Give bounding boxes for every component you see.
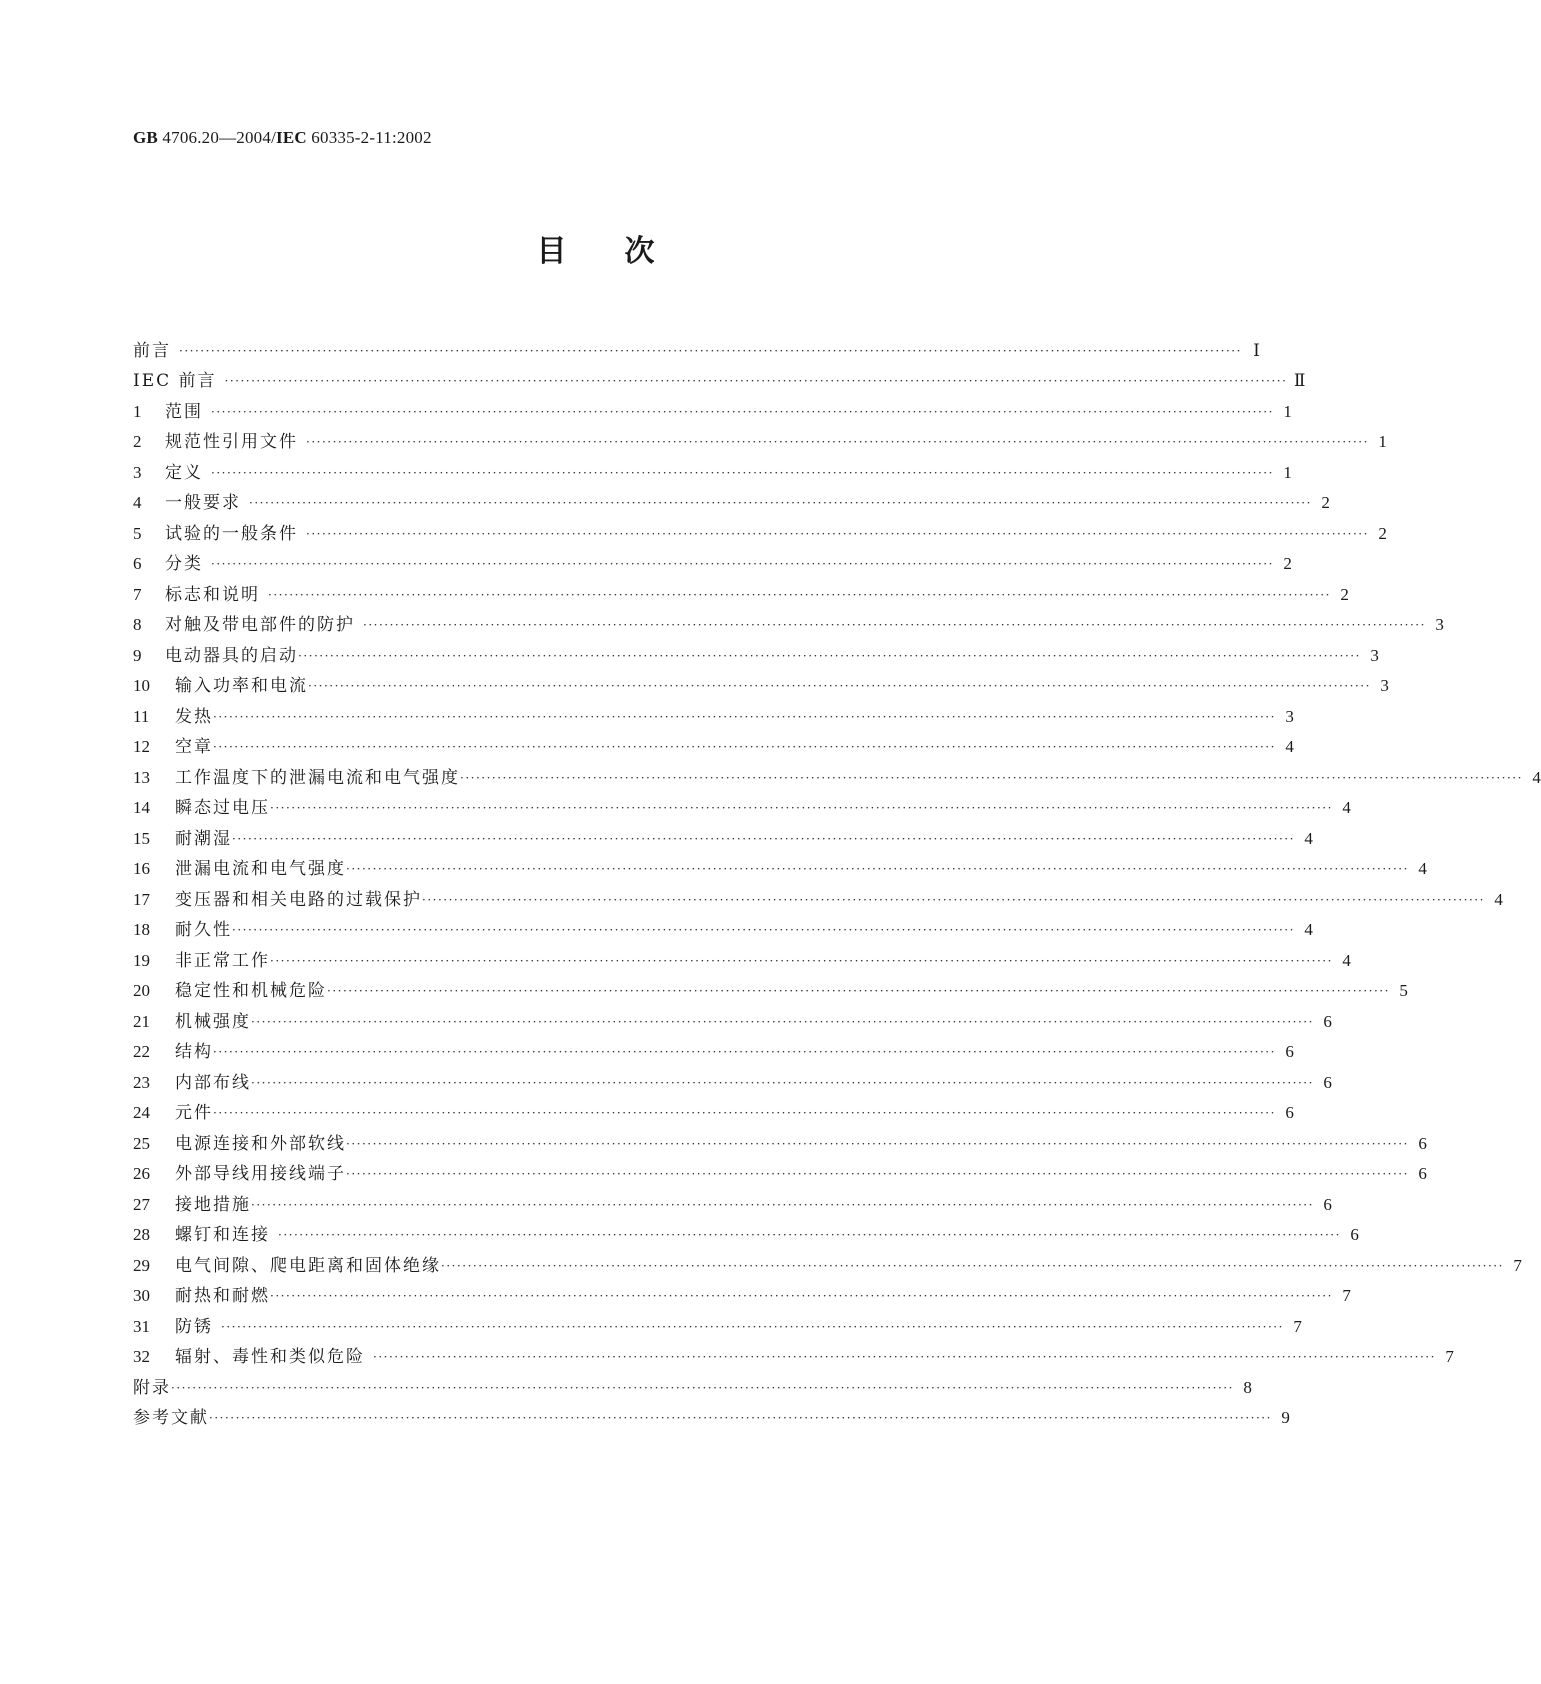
toc-leader-dots: ········································································································································································································	[278, 1228, 1341, 1242]
toc-entry-page: 9	[1281, 1408, 1290, 1427]
toc-entry-number: 31	[133, 1316, 150, 1336]
toc-entry-label: 发热	[175, 706, 213, 727]
toc-leader-dots: ········································································································································································································	[308, 679, 1371, 693]
toc-entry-label: 瞬态过电压	[175, 798, 270, 818]
toc-entry[interactable]	[133, 605, 1444, 636]
toc-entry[interactable]	[133, 635, 1379, 666]
toc-leader-dots: ········································································································································································································	[268, 587, 1331, 602]
toc-entry-label: 参考文献	[133, 1408, 209, 1428]
toc-entry-page: 4	[1418, 859, 1427, 878]
toc-entry-page: 6	[1285, 1042, 1294, 1061]
toc-entry-number: 4	[133, 493, 142, 512]
toc-entry-page: 4	[1342, 798, 1351, 817]
toc-entry-label: 试验的一般条件	[165, 523, 298, 544]
toc-entry-number: 6	[133, 554, 142, 573]
toc-leader-dots: ········································································································································································································	[249, 496, 1312, 510]
toc-leader-dots: ········································································································································································································	[209, 1411, 1272, 1425]
toc-leader-dots: ········································································································································································································	[441, 1258, 1504, 1273]
toc-entry[interactable]	[133, 1062, 1332, 1093]
toc-entry-number: 1	[133, 401, 142, 421]
toc-entry[interactable]	[133, 330, 1260, 361]
toc-leader-dots: ········································································································································································································	[171, 1380, 1234, 1395]
toc-leader-dots: ········································································································································································································	[270, 801, 1333, 815]
toc-entry-label: 分类	[165, 554, 203, 574]
toc-entry-number: 8	[133, 615, 142, 634]
toc-leader-dots: ········································································································································································································	[221, 1319, 1284, 1334]
toc-entry-label: 耐热和耐燃	[175, 1286, 270, 1306]
toc-entry-page: 5	[1399, 981, 1408, 1000]
toc-entry-page: 2	[1340, 584, 1349, 604]
toc-entry-number: 21	[133, 1011, 150, 1031]
toc-entry[interactable]	[133, 1032, 1294, 1063]
toc-entry-label: 工作温度下的泄漏电流和电气强度	[175, 767, 460, 788]
toc-leader-dots: ········································································································································································································	[460, 770, 1523, 785]
toc-leader-dots: ········································································································································································································	[179, 343, 1242, 358]
toc-entry-label: 变压器和相关电路的过载保护	[175, 889, 422, 910]
toc-entry[interactable]	[133, 513, 1387, 544]
toc-leader-dots: ········································································································································································································	[346, 1136, 1409, 1151]
toc-entry-number: 23	[133, 1072, 150, 1092]
toc-entry-number: 18	[133, 920, 150, 939]
toc-entry-label: 电气间隙、爬电距离和固体绝缘	[175, 1255, 441, 1276]
toc-leader-dots: ········································································································································································································	[373, 1350, 1436, 1364]
toc-entry-page: 6	[1350, 1225, 1359, 1244]
toc-entry-page: 3	[1380, 676, 1389, 695]
toc-entry-label: 辐射、毒性和类似危险	[175, 1347, 365, 1367]
toc-entry-number: 20	[133, 981, 150, 1000]
toc-entry-number: 27	[133, 1194, 150, 1214]
toc-entry[interactable]	[133, 422, 1387, 453]
toc-leader-dots: ········································································································································································································	[211, 557, 1274, 571]
toc-entry-page: 4	[1494, 889, 1503, 909]
toc-entry-label: 电动器具的启动	[165, 645, 298, 666]
toc-entry[interactable]	[133, 544, 1292, 575]
toc-entry[interactable]	[133, 391, 1292, 422]
toc-entry-number: 5	[133, 523, 142, 543]
toc-entry-label: 内部布线	[175, 1072, 251, 1093]
toc-entry-page: 1	[1283, 401, 1292, 421]
iec-number: 60335-2-11:2002	[311, 128, 432, 147]
toc-entry-page: 8	[1243, 1377, 1252, 1397]
toc-entry-label: 接地措施	[175, 1194, 251, 1215]
toc-entry[interactable]	[133, 1093, 1294, 1124]
toc-entry-label: 元件	[175, 1103, 213, 1123]
toc-entry-page: 1	[1378, 432, 1387, 451]
toc-entry-page: 6	[1323, 1194, 1332, 1214]
toc-leader-dots: ········································································································································································································	[327, 984, 1390, 998]
toc-entry-number: 19	[133, 950, 150, 970]
toc-leader-dots: ········································································································································································································	[213, 1045, 1276, 1059]
toc-entry-label: 螺钉和连接	[175, 1225, 270, 1245]
toc-entry-page: 4	[1304, 828, 1313, 848]
toc-entry[interactable]	[133, 727, 1294, 758]
toc-entry-page: Ⅰ	[1253, 340, 1260, 360]
toc-leader-dots: ········································································································································································································	[306, 435, 1369, 449]
toc-entry-number: 22	[133, 1042, 150, 1061]
toc-entry-number: 29	[133, 1255, 150, 1275]
toc-entry-number: 28	[133, 1225, 150, 1244]
toc-entry[interactable]	[133, 452, 1292, 483]
toc-entry-label: 规范性引用文件	[165, 432, 298, 452]
table-of-contents	[133, 330, 1541, 1428]
toc-entry-page: 7	[1445, 1347, 1454, 1366]
toc-entry-page: 7	[1513, 1255, 1522, 1275]
toc-entry[interactable]	[133, 574, 1349, 605]
toc-entry-label: 外部导线用接线端子	[175, 1164, 346, 1184]
toc-entry[interactable]	[133, 1245, 1522, 1276]
toc-leader-dots: ········································································································································································································	[363, 618, 1426, 632]
toc-leader-dots: ········································································································································································································	[422, 892, 1485, 907]
toc-entry-number: 9	[133, 645, 142, 665]
toc-entry-page: 6	[1418, 1164, 1427, 1183]
toc-entry-number: 2	[133, 432, 142, 451]
standard-number: 4706.20—2004/	[162, 128, 276, 147]
toc-entry-number: 15	[133, 828, 150, 848]
toc-entry[interactable]	[133, 1184, 1332, 1215]
toc-entry-page: 4	[1532, 767, 1541, 787]
toc-entry[interactable]	[133, 788, 1351, 819]
toc-entry-number: 25	[133, 1133, 150, 1153]
toc-leader-dots: ········································································································································································································	[213, 709, 1276, 724]
toc-entry-label: 输入功率和电流	[175, 676, 308, 696]
toc-entry[interactable]	[133, 361, 1306, 392]
toc-entry-label: 一般要求	[165, 493, 241, 513]
toc-entry-number: 12	[133, 737, 150, 756]
toc-entry-page: 6	[1323, 1011, 1332, 1031]
toc-leader-dots: ········································································································································································································	[224, 374, 1288, 388]
toc-entry-label: 电源连接和外部软线	[175, 1133, 346, 1154]
toc-entry-label: 空章	[175, 737, 213, 757]
toc-entry[interactable]	[133, 971, 1408, 1002]
toc-leader-dots: ········································································································································································································	[251, 1014, 1314, 1029]
toc-entry-page: 3	[1435, 615, 1444, 634]
toc-entry-label: 结构	[175, 1042, 213, 1062]
toc-entry-number: 32	[133, 1347, 150, 1366]
toc-entry[interactable]	[133, 1123, 1427, 1154]
toc-entry-label: 耐潮湿	[175, 828, 232, 849]
iec-prefix: IEC	[276, 128, 307, 147]
toc-entry-page: 6	[1285, 1103, 1294, 1122]
toc-leader-dots: ········································································································································································································	[232, 923, 1295, 937]
toc-entry-number: 17	[133, 889, 150, 909]
toc-entry-number: 3	[133, 462, 142, 482]
toc-entry-number: 14	[133, 798, 150, 817]
toc-entry-page: Ⅱ	[1293, 371, 1306, 390]
toc-leader-dots: ········································································································································································································	[346, 862, 1409, 876]
toc-entry[interactable]	[133, 1154, 1427, 1185]
toc-leader-dots: ········································································································································································································	[213, 740, 1276, 754]
toc-entry-label: 定义	[165, 462, 203, 483]
toc-title: 目次	[536, 234, 713, 269]
toc-entry[interactable]	[133, 483, 1330, 514]
toc-entry[interactable]	[133, 666, 1389, 697]
toc-entry-label: 前言	[133, 340, 171, 361]
toc-entry-label: 耐久性	[175, 920, 232, 940]
toc-leader-dots: ········································································································································································································	[213, 1106, 1276, 1120]
toc-entry-page: 4	[1285, 737, 1294, 756]
toc-entry-number: 16	[133, 859, 150, 878]
toc-entry[interactable]	[133, 1215, 1359, 1246]
toc-entry-page: 6	[1323, 1072, 1332, 1092]
toc-entry-page: 4	[1342, 950, 1351, 970]
toc-entry[interactable]	[133, 849, 1427, 880]
toc-entry[interactable]	[133, 818, 1313, 849]
toc-entry-page: 3	[1285, 706, 1294, 726]
toc-leader-dots: ········································································································································································································	[251, 1197, 1314, 1212]
toc-entry-number: 7	[133, 584, 142, 604]
toc-leader-dots: ········································································································································································································	[270, 953, 1333, 968]
toc-entry-page: 4	[1304, 920, 1313, 939]
toc-leader-dots: ········································································································································································································	[211, 404, 1274, 419]
toc-entry[interactable]	[133, 940, 1351, 971]
toc-entry[interactable]	[133, 910, 1313, 941]
toc-entry[interactable]	[133, 757, 1541, 788]
toc-entry-number: 10	[133, 676, 150, 695]
toc-entry[interactable]	[133, 1306, 1302, 1337]
toc-entry-label: 非正常工作	[175, 950, 270, 971]
toc-leader-dots: ········································································································································································································	[232, 831, 1295, 846]
toc-entry-label: 附录	[133, 1377, 171, 1398]
toc-entry[interactable]	[133, 1276, 1351, 1307]
toc-entry-label: 稳定性和机械危险	[175, 981, 327, 1001]
toc-entry-label: 泄漏电流和电气强度	[175, 859, 346, 879]
toc-entry[interactable]	[133, 1001, 1332, 1032]
toc-entry-page: 3	[1370, 645, 1379, 665]
toc-entry-page: 7	[1293, 1316, 1302, 1336]
toc-entry-number: 13	[133, 767, 150, 787]
toc-entry-page: 2	[1378, 523, 1387, 543]
toc-entry-number: 30	[133, 1286, 150, 1305]
toc-leader-dots: ········································································································································································································	[211, 465, 1274, 480]
toc-entry[interactable]	[133, 696, 1294, 727]
toc-entry-page: 6	[1418, 1133, 1427, 1153]
toc-entry-label: 防锈	[175, 1316, 213, 1337]
toc-entry-page: 2	[1283, 554, 1292, 573]
toc-entry[interactable]	[133, 1337, 1454, 1368]
toc-entry-number: 11	[133, 706, 150, 726]
toc-entry-page: 2	[1321, 493, 1330, 512]
toc-entry-label: 标志和说明	[165, 584, 260, 605]
toc-entry-label: 机械强度	[175, 1011, 251, 1032]
toc-entry[interactable]	[133, 879, 1503, 910]
toc-leader-dots: ········································································································································································································	[298, 648, 1361, 663]
toc-entry-label: 范围	[165, 401, 203, 422]
toc-entry-number: 26	[133, 1164, 150, 1183]
toc-entry-label: 对触及带电部件的防护	[165, 615, 355, 635]
standard-prefix: GB	[133, 128, 158, 147]
toc-leader-dots: ········································································································································································································	[270, 1289, 1333, 1303]
document-header	[133, 128, 432, 148]
toc-entry-page: 7	[1342, 1286, 1351, 1305]
toc-entry[interactable]	[133, 1398, 1290, 1429]
toc-entry-label: IEC 前言	[133, 371, 217, 391]
toc-entry-page: 1	[1283, 462, 1292, 482]
toc-entry-number: 24	[133, 1103, 150, 1122]
toc-leader-dots: ········································································································································································································	[251, 1075, 1314, 1090]
toc-leader-dots: ········································································································································································································	[306, 526, 1369, 541]
toc-leader-dots: ········································································································································································································	[346, 1167, 1409, 1181]
toc-entry[interactable]	[133, 1367, 1252, 1398]
